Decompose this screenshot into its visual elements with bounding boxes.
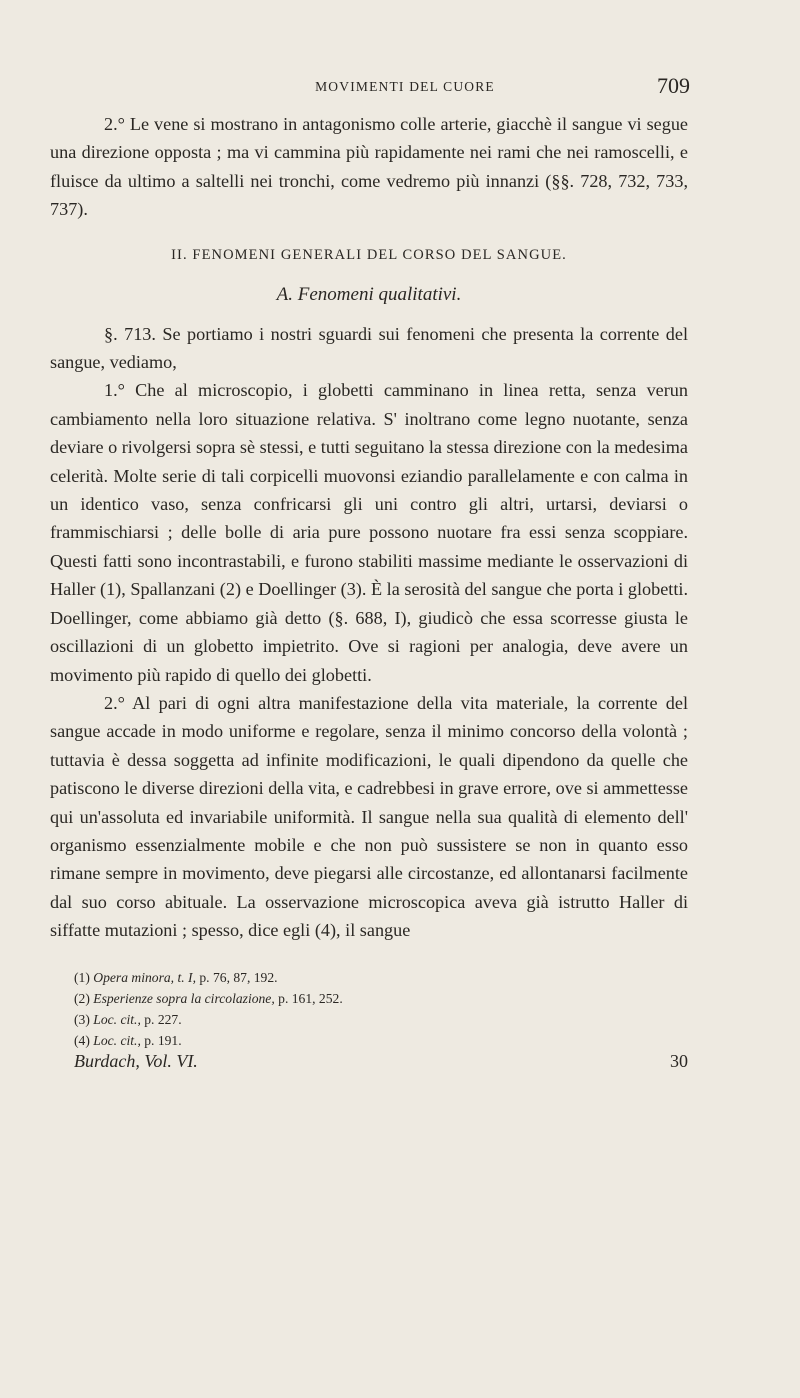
footnote-4 [50, 1030, 688, 1051]
footnote-title: Opera minora, t. I, [93, 969, 196, 985]
paragraph-veins: 2.° Le vene si mostrano in antagonismo colle arterie, giacchè il sangue vi segue una direzione opposta ; ma vi cammina più rapidamente nei rami che nei ramoscelli, e fluisce da ultimo a saltelli nei tronchi, come vedremo più innanzi (§§. 728, 732, 733, 737). [50, 114, 688, 220]
footnote-ref: p. 191. [140, 1032, 182, 1048]
paragraph-point-1: 1.° Che al microscopio, i globetti camminano in linea retta, senza verun cambiamento nella loro situazione relativa. S' inoltrano come legno nuotante, senza deviare o rivolgersi sopra sè stessi, e tutti seguitano la stessa direzione con la medesima celerità. Molte serie di tali corpicelli muovonsi eziandio parallelamente e con calma in un identico vaso, senza confricarsi gli uni contro gli altri, urtarsi, deviarsi o frammischiarsi ; delle bolle di aria pure possono nuotare fra essi senza scoppiare. Questi fatti sono incontrastabili, e furono stabiliti massime mediante le osservazioni di Haller (1), Spallanzani (2) e Doellinger (3). È la serosità del sangue che porta i globetti. Doellinger, come abbiamo già detto (§. 688, I), giudicò che essa scorresse giusta le oscillazioni di un globetto impietrito. Ove si ragioni per analogia, deve avere un movimento più rapido di quello dei globetti. [50, 380, 688, 685]
footnote-title: Loc. cit., [93, 1011, 141, 1027]
sheet-number: 30 [670, 1050, 688, 1071]
paragraph-713: §. 713. Se portiamo i nostri sguardi sui fenomeni che presenta la corrente del sangue, vediamo, [50, 323, 688, 373]
running-head [120, 73, 690, 103]
footnote-number: (1) [74, 969, 90, 985]
footnote-ref: p. 227. [140, 1011, 182, 1027]
subsection-heading: A. Fenomeni qualitativi. [276, 283, 462, 305]
footnote-number: (3) [74, 1011, 90, 1027]
footnote-title: Loc. cit., [93, 1032, 141, 1048]
paragraph-point-2: 2.° Al pari di ogni altra manifestazione della vita materiale, la corrente del sangue accade in modo uniforme e regolare, senza il minimo concorso della volontà ; tuttavia è dessa soggetta ad infinite modificazioni, le quali dipendono da quelle che patiscono le diverse direzioni della vita, e cadrebbesi in grave errore, ove si ammettesse qui un'assoluta ed invariabile uniformità. Il sangue nella sua qualità di elemento dell' organismo essenzialmente mobile e che non può sussistere se non in quanto esso rimane sempre in movimento, deve piegarsi alle circostanze, ed allontanarsi facilmente dal suo corso abituale. La osservazione microscopica aveva già istrutto Haller di siffatte mutazioni ; spesso, dice egli (4), il sangue [50, 692, 688, 941]
running-title: MOVIMENTI DEL CUORE [315, 79, 495, 94]
footnote-1 [50, 967, 688, 988]
printer-signature: Burdach, Vol. VI. [74, 1050, 198, 1071]
footnote-3 [50, 1009, 688, 1030]
footnote-2 [50, 988, 688, 1009]
footnotes [50, 967, 688, 1051]
footnote-title: Esperienze sopra la circolazione, [93, 990, 275, 1006]
page-number: 709 [657, 73, 690, 98]
footnote-number: (2) [74, 990, 90, 1006]
section-heading: II. FENOMENI GENERALI DEL CORSO DEL SANGUE. [171, 246, 567, 263]
signature-line [50, 1051, 688, 1079]
footnote-ref: p. 76, 87, 192. [195, 969, 278, 985]
page-body [50, 110, 688, 1079]
footnote-number: (4) [74, 1032, 90, 1048]
footnote-ref: p. 161, 252. [274, 990, 343, 1006]
